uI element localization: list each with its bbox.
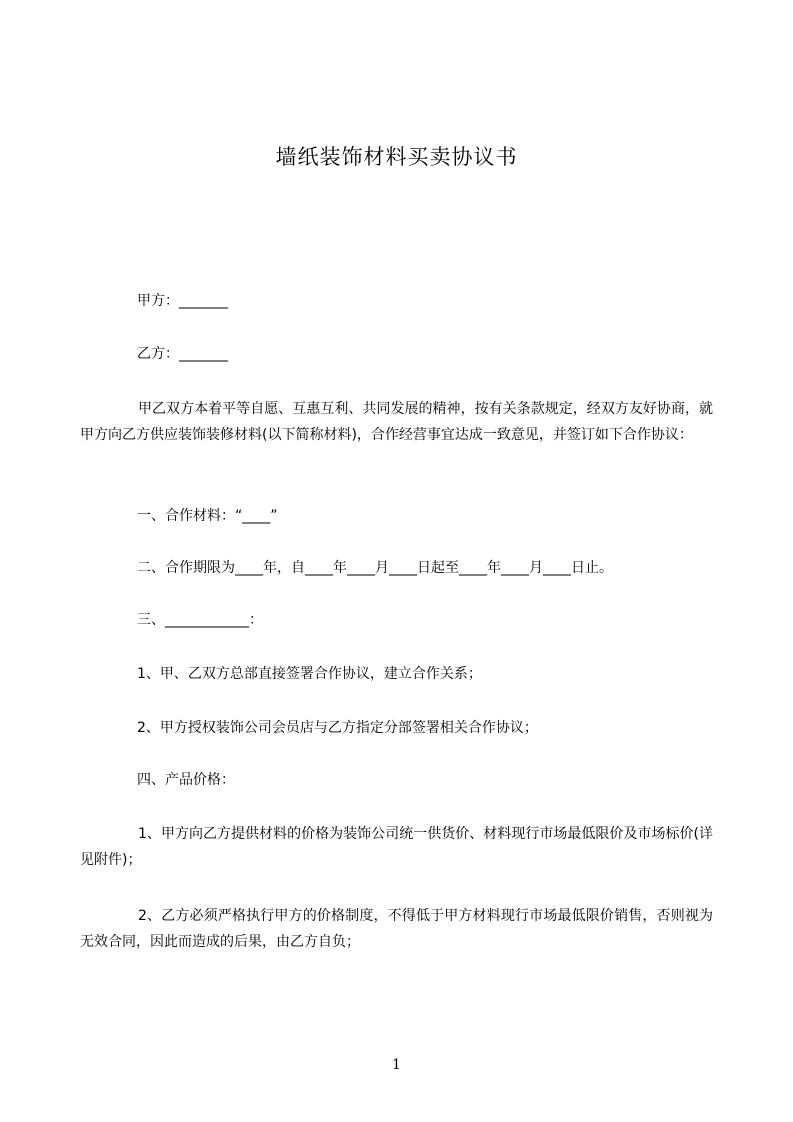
section-3-heading: 三、____________： [137, 612, 263, 628]
section-1-heading: 一、合作材料：“____” [137, 508, 278, 524]
section-3-item-1: 1、甲、乙双方总部直接签署合作协议，建立合作关系； [137, 666, 482, 682]
section-4-item-2-text: 2、乙方必须严格执行甲方的价格制度，不得低于甲方材料现行市场最低限价销售，否则视为无效合同，因此而造成的后果，由乙方自负； [80, 908, 713, 950]
section-4-item-1 [80, 821, 713, 873]
party-b-line: 乙方：_______ [137, 346, 228, 362]
party-a-line: 甲方：_______ [137, 293, 228, 309]
section-4-item-2 [80, 903, 713, 955]
document-title: 墙纸装饰材料买卖协议书 [275, 145, 518, 169]
section-4-heading: 四、产品价格： [137, 772, 235, 788]
intro-text: 甲乙双方本着平等自愿、互惠互利、共同发展的精神，按有关条款规定，经双方友好协商，就甲方向乙方供应装饰装修材料(以下简称材料)，合作经营事宜达成一致意见，并签订如下合作协议： [80, 401, 713, 443]
page-number: 1 [392, 1057, 401, 1073]
intro-paragraph [80, 396, 713, 448]
section-3-item-2: 2、甲方授权装饰公司会员店与乙方指定分部签署相关合作协议； [137, 720, 538, 736]
section-4-item-1-text: 1、甲方向乙方提供材料的价格为装饰公司统一供货价、材料现行市场最低限价及市场标价(详见附件)； [80, 826, 713, 868]
section-2-heading: 二、合作期限为____年，自____年____月____日起至____年____月____日止。 [137, 560, 613, 576]
